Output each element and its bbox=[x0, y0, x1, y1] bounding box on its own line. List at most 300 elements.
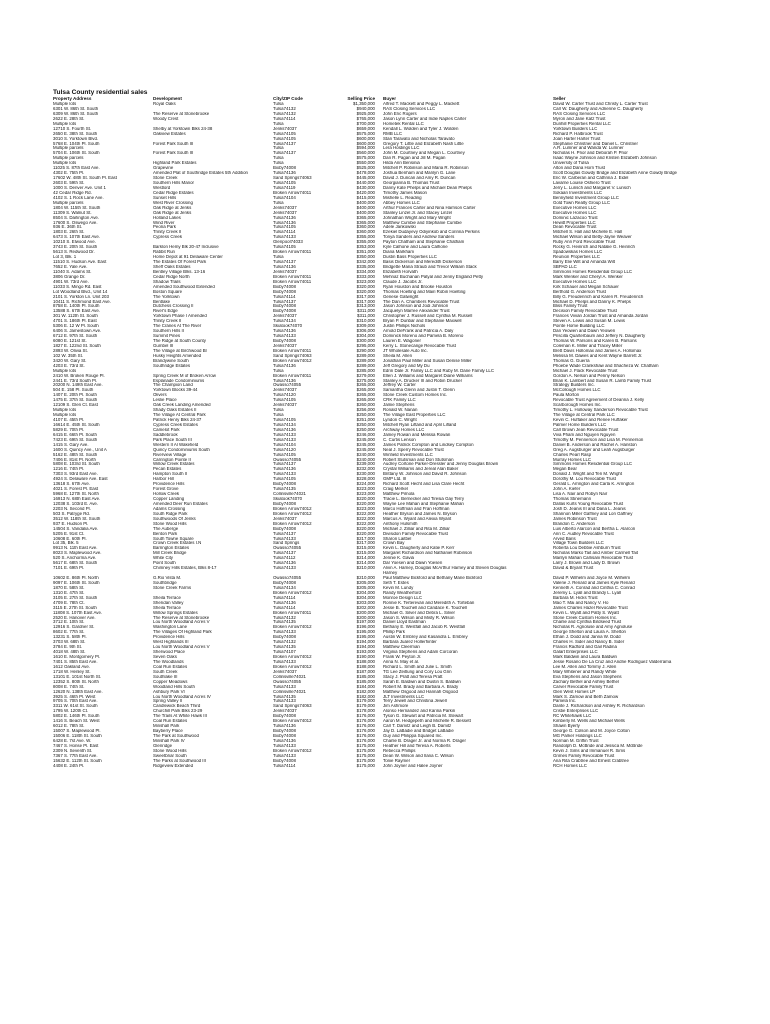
cell-development: The Parks at Southwood III bbox=[153, 758, 206, 763]
cell-seller: Timothy M. Pennerson and Lisa M. Pennerson bbox=[553, 437, 644, 442]
cell-buyer: Jason Lynn Carter and Indie Naples Carter bbox=[383, 116, 467, 121]
cell-selling-price: $304,000 bbox=[356, 334, 375, 339]
cell-property-address: 5162 E. 48th St. South bbox=[53, 452, 98, 457]
cell-selling-price: $350,000 bbox=[356, 255, 375, 260]
cell-property-address: 6428 E. 7st Ave. W. bbox=[53, 738, 92, 743]
cell-seller: Ruby Ann Ford Revocable Trust bbox=[553, 240, 616, 245]
cell-selling-price: $333,000 bbox=[356, 274, 375, 279]
cell-buyer: Daniel Lloyd Eastman bbox=[383, 620, 426, 625]
cell-development: Patrick Henry Blks 24-37 bbox=[153, 418, 202, 422]
cell-property-address: Multiple lots bbox=[53, 102, 77, 106]
cell-development: Seven Oaks bbox=[153, 655, 177, 659]
cell-property-address: Lot 3, Blk. 1 bbox=[53, 255, 77, 260]
cell-seller: Norman M. Griffin Trust bbox=[553, 738, 599, 743]
cell-city-zip: Tulsa74105 bbox=[273, 398, 296, 403]
cell-selling-price: $245,000 bbox=[356, 437, 375, 442]
cell-seller: Kevin J. Sims and Immanuel R. Sims bbox=[553, 748, 626, 753]
cell-seller: Richard P. Halbrook Trust bbox=[553, 131, 603, 136]
cell-selling-price: $182,000 bbox=[356, 694, 375, 699]
cell-buyer: Ellen J. Williams and Margaret Diane Williams bbox=[383, 373, 473, 378]
header-selling-price: Selling Price bbox=[347, 96, 375, 101]
cell-property-address: 1718 W. Henley St. bbox=[53, 669, 91, 674]
cell-property-address: Multiple parcels bbox=[53, 200, 84, 205]
cell-development: The Reserve at Stonebrooke bbox=[153, 615, 210, 620]
cell-selling-price: $415,000 bbox=[356, 195, 375, 200]
cell-property-address: 7367 S. 77th East Ave. bbox=[53, 753, 98, 758]
cell-buyer: Robert M. Brady and Barbara A. Brady bbox=[383, 684, 459, 689]
cell-property-address: 6473 S. 107th East Ave. bbox=[53, 235, 101, 240]
cell-city-zip: Skiatook74070 bbox=[273, 324, 303, 329]
cell-city-zip: Jenks74037 bbox=[273, 669, 297, 674]
cell-buyer: Abbey Homes LLC bbox=[383, 200, 420, 205]
cell-selling-price: $214,000 bbox=[356, 556, 375, 561]
cell-property-address: 12710 S. Fourth St. bbox=[53, 126, 92, 131]
cell-seller: MG Parker Holdings LLC bbox=[553, 734, 602, 738]
cell-buyer: Johnathan Wright and Mary Wright bbox=[383, 215, 451, 220]
cell-buyer: Jay D. LaBadie and Bridget LaBadie bbox=[383, 729, 454, 734]
cell-development: Grapevine bbox=[153, 166, 174, 171]
cell-city-zip: Tulsa74133 bbox=[273, 334, 296, 339]
cell-buyer: Dominick Moreno and Pamela B. Moreno bbox=[383, 334, 464, 339]
cell-seller: Zachary Bethel and Ashley Bethel bbox=[553, 679, 619, 684]
cell-development: Benton Park bbox=[153, 531, 178, 536]
cell-development: Southridge Estates bbox=[153, 363, 191, 368]
cell-seller: Isaac Wayne Johnson and Kristen Elizabeth Johnson bbox=[553, 156, 657, 161]
cell-seller: Simmons Homes Residential Group LLC bbox=[553, 269, 633, 274]
cell-buyer: Tyson G. Stewart and Patricia M. Stewart bbox=[383, 714, 464, 719]
cell-property-address: 1416 S. Beach St. West bbox=[53, 719, 100, 724]
cell-seller: Frances Vivian Jordan Trust and Amanda Jordan bbox=[553, 314, 649, 319]
cell-development: Cypress Creek Estates bbox=[153, 422, 198, 427]
cell-seller: James Charles Hazel Revocable Trust bbox=[553, 605, 628, 610]
cell-seller: Michael Wilson and Betty-Jayne Weaver bbox=[553, 235, 632, 240]
cell-development: Stone Wood Hills bbox=[153, 748, 187, 753]
cell-seller: Executive Homes LLC bbox=[553, 210, 597, 215]
cell-seller: Donald J. Wright and Teri M. Wright bbox=[553, 472, 623, 477]
cell-city-zip: Tulsa74136 bbox=[273, 329, 296, 334]
cell-buyer: Payton Chatham and Stephanie Chatham bbox=[383, 240, 465, 245]
cell-selling-price: $295,000 bbox=[356, 343, 375, 348]
cell-city-zip: Tulsa74105 bbox=[273, 418, 296, 422]
cell-property-address: 5617 E. 68th St. South bbox=[53, 561, 98, 566]
cell-buyer: John Joyner and Halee Joyner bbox=[383, 763, 443, 768]
cell-seller: Rocky G. Heinrich and Natalie G. Heinrich bbox=[553, 245, 635, 250]
cell-seller: Dan Yeowen and Dawn Yeowen bbox=[553, 329, 616, 334]
cell-buyer: Wayne Lee Mahan and Stephanie Mahan bbox=[383, 501, 464, 506]
cell-seller: Francis Radford and Gail Radina bbox=[553, 645, 617, 650]
cell-city-zip: Tulsa74137 bbox=[273, 151, 296, 156]
cell-city-zip: Tulsa74104 bbox=[273, 195, 296, 200]
cell-selling-price: $317,000 bbox=[356, 294, 375, 299]
cell-city-zip: Tulsa74120 bbox=[273, 393, 296, 398]
cell-seller: Decision Family Revocable Trust bbox=[553, 309, 617, 314]
cell-city-zip: Tulsa74119 bbox=[273, 185, 296, 190]
cell-development: Dutchess Crossing II bbox=[153, 304, 194, 309]
cell-seller: RC Whitehawk LLC bbox=[553, 714, 592, 719]
cell-seller: Revocable Trust Agreement of Deanna J. Kelly bbox=[553, 398, 645, 403]
cell-selling-price: $176,000 bbox=[356, 738, 375, 743]
cell-selling-price: $202,000 bbox=[356, 605, 375, 610]
cell-city-zip: Tulsa74133 bbox=[273, 437, 296, 442]
cell-property-address: 4018 W. 48th St. bbox=[53, 650, 86, 655]
cell-property-address: 42 Cedar Ridge Rd. bbox=[53, 190, 92, 195]
cell-development: Cedar Ridge North bbox=[153, 274, 190, 279]
cell-seller: Timothy L. Holloway Sanderson Revocable Trust bbox=[553, 408, 648, 413]
cell-selling-price: $279,000 bbox=[356, 373, 375, 378]
cell-development: The Villages Of Highland Park bbox=[153, 630, 212, 635]
cell-city-zip: Tulsa bbox=[273, 408, 284, 413]
cell-development: Husky Heights Amended bbox=[153, 353, 202, 358]
cell-property-address: 3703 W. 68th St. bbox=[53, 640, 86, 645]
cell-selling-price: $195,000 bbox=[356, 635, 375, 640]
cell-development: Barrington Estates bbox=[153, 546, 190, 551]
cell-buyer: Sheila M. Allen bbox=[383, 353, 413, 358]
cell-property-address: 3743 E. 20th St. South bbox=[53, 245, 98, 250]
cell-buyer: Thomas Hoelting and Mairi Robin Hoelting bbox=[383, 289, 466, 294]
cell-selling-price: $309,000 bbox=[356, 324, 375, 329]
cell-development: Park Place South III bbox=[153, 437, 192, 442]
cell-selling-price: $400,000 bbox=[356, 200, 375, 205]
cell-city-zip: Tulsa bbox=[273, 121, 284, 126]
cell-city-zip: Bixby74008 bbox=[273, 284, 296, 289]
cell-buyer: Randy Weatherford bbox=[383, 590, 421, 595]
cell-buyer: Kyle Calhone and Laura Calhone bbox=[383, 245, 448, 250]
cell-seller: Palmer Home Builders LLC bbox=[553, 422, 607, 427]
cell-selling-price: $240,000 bbox=[356, 452, 375, 457]
cell-city-zip: Tulsa74137 bbox=[273, 141, 296, 146]
cell-selling-price: $550,000 bbox=[356, 161, 375, 166]
cell-property-address: 1407 E. 20th Pl. South bbox=[53, 393, 97, 398]
cell-city-zip: Tulsa bbox=[273, 413, 284, 418]
cell-city-zip: Tulsa74137 bbox=[273, 551, 296, 556]
cell-buyer: Matthew Cleerman bbox=[383, 645, 420, 650]
cell-buyer: Dar Yoesen and Dawn Yoesen bbox=[383, 561, 443, 566]
cell-property-address: Lot 35, Blk. 5 bbox=[53, 541, 79, 546]
cell-property-address: 5613 S. Redwood Dr. bbox=[53, 250, 95, 255]
cell-city-zip: Tulsa74134 bbox=[273, 422, 296, 427]
cell-city-zip: Bixby74008 bbox=[273, 501, 296, 506]
cell-city-zip: Bixby74008 bbox=[273, 304, 296, 309]
cell-selling-price: $224,000 bbox=[356, 482, 375, 487]
cell-seller: Barry Elie Wilt and Amanda Wilt bbox=[553, 260, 615, 264]
cell-city-zip: Tulsa74136 bbox=[273, 264, 296, 269]
cell-buyer: Seth T. Estes bbox=[383, 580, 409, 585]
cell-property-address: 5808 E. 103rd St. South bbox=[53, 462, 100, 467]
cell-property-address: 936 E. 36th St. bbox=[53, 225, 83, 230]
cell-seller: Charles Pearl Rasp bbox=[553, 452, 592, 457]
cell-seller: Priscilla Quarterbaum and Jeffery N. Daugherty bbox=[553, 334, 646, 339]
cell-city-zip: Sand Springs74063 bbox=[273, 176, 312, 181]
cell-seller: Kevin L. Wyatt and Patty S. Wyatt bbox=[553, 610, 619, 615]
cell-selling-price: $250,000 bbox=[356, 422, 375, 427]
cell-development: Bentlake bbox=[153, 299, 171, 304]
cell-development: Coal Run Estates bbox=[153, 719, 188, 724]
cell-seller: Ana Rita Crabtree and Ernest Crabtree bbox=[553, 758, 629, 763]
cell-property-address: 7467 S. Honse Pl. East bbox=[53, 743, 99, 748]
cell-development: Home Depot at 91 Delaware Center bbox=[153, 255, 223, 260]
cell-selling-price: $203,000 bbox=[356, 600, 375, 605]
cell-city-zip: Tulsa74107 bbox=[273, 650, 296, 655]
cell-development: West River Crossing bbox=[153, 200, 193, 205]
cell-selling-price: $478,000 bbox=[356, 171, 375, 176]
cell-seller: Grimes Family Revocable Trust bbox=[553, 753, 615, 758]
cell-city-zip: Jenks74037 bbox=[273, 403, 297, 408]
cell-development: Providence Hills bbox=[153, 482, 185, 487]
cell-seller: Dallas Kurts Young Revocable Trust bbox=[553, 501, 624, 506]
cell-development: River's Edge bbox=[153, 309, 178, 314]
cell-buyer: Frank W. Peyton Jr. bbox=[383, 655, 422, 659]
cell-property-address: 3512 W. 118th St. South bbox=[53, 516, 101, 521]
cell-development: The Auberge bbox=[153, 526, 179, 531]
cell-city-zip: Owasso74055 bbox=[273, 457, 302, 462]
cell-development: Copper Landing bbox=[153, 497, 185, 501]
table-row bbox=[53, 764, 721, 769]
cell-property-address: 10411 S. Richmond East Ave. bbox=[53, 299, 111, 304]
cell-buyer: GMP Ltd. III bbox=[383, 477, 407, 482]
cell-city-zip: Tulsa74132 bbox=[273, 111, 296, 116]
cell-seller: Luis Alberto Alarcon and Bertha L. Alarcon bbox=[553, 526, 636, 531]
cell-buyer: Margaret Richardson and Nathaniel Robinson bbox=[383, 551, 473, 556]
cell-selling-price: $179,000 bbox=[356, 699, 375, 704]
cell-property-address: 4924 S. Delaware Ave. East bbox=[53, 477, 108, 482]
cell-buyer: JT Wholesale Auto Inc. bbox=[383, 348, 428, 353]
cell-city-zip: Tulsa74105 bbox=[273, 245, 296, 250]
cell-selling-price: $182,000 bbox=[356, 689, 375, 694]
cell-selling-price: $342,000 bbox=[356, 260, 375, 264]
cell-selling-price: $176,000 bbox=[356, 734, 375, 738]
cell-development: Highland Park Estates bbox=[153, 161, 197, 166]
cell-development: Sheff Oaks Estates bbox=[153, 264, 191, 269]
cell-development: The Park at Southwood bbox=[153, 734, 199, 738]
cell-selling-price: $260,000 bbox=[356, 403, 375, 408]
cell-buyer: Phillip Park bbox=[383, 630, 405, 635]
cell-property-address: 12352 S. 80th St. North bbox=[53, 679, 99, 684]
cell-property-address: Multiple lots bbox=[53, 408, 77, 413]
cell-property-address: 3105 E. 27th St. South bbox=[53, 595, 98, 600]
cell-property-address: 1795 W. 120th Ct. bbox=[53, 709, 89, 714]
cell-city-zip: Tulsa74134 bbox=[273, 319, 296, 324]
cell-city-zip: Tulsa74136 bbox=[273, 467, 296, 472]
cell-selling-price: $594,000 bbox=[356, 146, 375, 151]
cell-seller: Kimberly M. Wells and Michael Wells bbox=[553, 719, 625, 724]
cell-seller: Dante J. Richardson and Ashley R. Richardson bbox=[553, 704, 645, 709]
cell-seller: Stone Creek Custom Homes Inc. bbox=[553, 615, 618, 620]
cell-property-address: 16913 N. 68th East Ave. bbox=[53, 497, 101, 501]
cell-development: Shady Oaks Estates II bbox=[153, 408, 197, 413]
cell-property-address: 2441 E. 73rd South Pl. bbox=[53, 378, 98, 383]
cell-buyer: Joshua Benham and Marilyn G. Lane bbox=[383, 171, 456, 176]
cell-city-zip: Tulsa74135 bbox=[273, 620, 296, 625]
cell-property-address: 1310 E. 47th St. bbox=[53, 590, 85, 595]
cell-selling-price: $176,000 bbox=[356, 714, 375, 719]
cell-property-address: 1612 Oakland Ave. bbox=[53, 664, 91, 669]
cell-city-zip: Tulsa74136 bbox=[273, 363, 296, 368]
cell-buyer: Genese Gatwright bbox=[383, 294, 419, 299]
cell-buyer: Charlie B. Drager Jr. and Norma R. Drager bbox=[383, 738, 466, 743]
cell-city-zip: Collinsville74021 bbox=[273, 689, 306, 694]
cell-property-address: 503 S. Patryge Rd. bbox=[53, 511, 91, 516]
cell-property-address: 4901 W. 73rd Ave. bbox=[53, 279, 89, 284]
cell-city-zip: Broken Arrow74012 bbox=[273, 664, 312, 669]
cell-development: Barklon Hemy Blk 20-47 Inclusive bbox=[153, 245, 219, 250]
cell-buyer: Michael J. Zilliar and Rita M. Zilliar bbox=[383, 526, 450, 531]
cell-development: Oak Ridge at Jenks bbox=[153, 210, 192, 215]
cell-property-address: 2203 N. Second Pl. bbox=[53, 506, 91, 511]
cell-city-zip: Broken Arrow74012 bbox=[273, 655, 312, 659]
cell-selling-price: $300,000 bbox=[356, 339, 375, 343]
cell-seller: Dominic Lazacoo Trust bbox=[553, 215, 598, 220]
cell-selling-price: $430,000 bbox=[356, 185, 375, 190]
cell-city-zip: Bixby74008 bbox=[273, 526, 296, 531]
cell-buyer: CRK Family LLC bbox=[383, 398, 416, 403]
cell-city-zip: Jenks74037 bbox=[273, 343, 297, 348]
cell-development: The Reserve at Stonebrooke bbox=[153, 111, 210, 116]
cell-city-zip: Tulsa74133 bbox=[273, 753, 296, 758]
cell-property-address: Multiple lots bbox=[53, 161, 77, 166]
cell-development: Sheila Terrace bbox=[153, 605, 181, 610]
cell-selling-price: $184,000 bbox=[356, 684, 375, 689]
cell-selling-price: $353,000 bbox=[356, 245, 375, 250]
cell-city-zip: Jenks74037 bbox=[273, 269, 297, 274]
cell-seller: Nicholas R. Agnoluse and Amy Agnoluse bbox=[553, 625, 633, 630]
cell-seller: Village Town Builders LLC bbox=[553, 541, 604, 546]
cell-seller: Thomas G. Guerra bbox=[553, 358, 590, 363]
cell-property-address: 2309 N. Seventh St. bbox=[53, 748, 93, 753]
cell-buyer: Heather Hill and Teresa A. Roberts bbox=[383, 743, 451, 748]
cell-selling-price: $400,000 bbox=[356, 205, 375, 210]
cell-buyer: Audrey Cortone Parker-Dressler and Jenny Douglas Brown bbox=[383, 462, 499, 467]
cell-development: The Estates Of Forest Park bbox=[153, 260, 207, 264]
cell-city-zip: Sand Springs74063 bbox=[273, 353, 312, 358]
cell-city-zip: Broken Arrow74011 bbox=[273, 348, 312, 353]
cell-selling-price: $289,000 bbox=[356, 358, 375, 363]
cell-seller: Charlie and Cynthia Birdseed Trust bbox=[553, 620, 622, 625]
cell-selling-price: $205,000 bbox=[356, 585, 375, 590]
cell-selling-price: $317,000 bbox=[356, 299, 375, 304]
cell-seller: Larry J. Brown and Lady D. Brown bbox=[553, 561, 620, 566]
cell-city-zip: Tulsa bbox=[273, 102, 284, 106]
cell-selling-price: $220,000 bbox=[356, 501, 375, 506]
cell-property-address: 520 S. Anchorma Ave. bbox=[53, 556, 97, 561]
cell-development: Boston Square bbox=[153, 289, 183, 294]
cell-selling-price: $360,000 bbox=[356, 225, 375, 230]
cell-selling-price: $334,000 bbox=[356, 269, 375, 274]
cell-selling-price: $313,000 bbox=[356, 304, 375, 309]
cell-development: Oak Ridge at Jenks bbox=[153, 205, 192, 210]
cell-property-address: 3806 Grange Dr. bbox=[53, 274, 86, 279]
cell-selling-price: $230,000 bbox=[356, 472, 375, 477]
cell-development: Minshall Park bbox=[153, 724, 180, 729]
cell-property-address: 6309 W. 86th St. South bbox=[53, 111, 99, 116]
cell-selling-price: $289,000 bbox=[356, 353, 375, 358]
cell-seller: Berthold G. Anderson Trust bbox=[553, 289, 606, 294]
cell-property-address: 7423 E. 69th St. South bbox=[53, 437, 98, 442]
cell-selling-price: $600,000 bbox=[356, 136, 375, 141]
cell-buyer: Jesse B. Touchell and Candace K. Touchell bbox=[383, 605, 468, 610]
cell-selling-price: $197,000 bbox=[356, 620, 375, 625]
cell-selling-price: $940,000 bbox=[356, 106, 375, 111]
cell-buyer: Alfred T. Mackett and Peggy L. Mackett bbox=[383, 102, 460, 106]
cell-seller: Thomas Stinemann bbox=[553, 497, 592, 501]
cell-selling-price: $351,000 bbox=[356, 250, 375, 255]
cell-development: Sheila Terrace bbox=[153, 595, 181, 600]
cell-selling-price: $250,000 bbox=[356, 427, 375, 432]
cell-city-zip: Tulsa74137 bbox=[273, 531, 296, 536]
cell-city-zip: Tulsa74133 bbox=[273, 659, 296, 664]
cell-buyer: Kerry L. Stonecange Revocable Trust bbox=[383, 343, 456, 348]
cell-seller: Galart Enterprises LLC bbox=[553, 650, 598, 655]
cell-buyer: Jim Ashmore bbox=[383, 704, 409, 709]
cell-seller: Simmons Homes Residential Group LLC bbox=[553, 462, 633, 467]
cell-buyer: RMB LLC bbox=[383, 131, 403, 136]
cell-seller: Scarborough Homes Inc. bbox=[553, 403, 602, 408]
cell-selling-price: $445,000 bbox=[356, 176, 375, 181]
cell-development: Rabbit Run bbox=[153, 250, 175, 255]
cell-city-zip: Owasso74055 bbox=[273, 576, 302, 580]
cell-buyer: Robert Stutsman and Dori Stutsman bbox=[383, 457, 454, 462]
cell-development: Sherwood Place bbox=[153, 650, 185, 655]
cell-development: Stone Creek Farms bbox=[153, 585, 192, 590]
cell-selling-price: $265,000 bbox=[356, 383, 375, 388]
cell-property-address: 1870 E. 58th St. bbox=[53, 585, 85, 590]
cell-city-zip: Tulsa74133 bbox=[273, 699, 296, 704]
cell-property-address: 7303 S. 93rd East Ave. bbox=[53, 472, 98, 477]
cell-seller: Eric W. Carberan and Cathrina J. Eidel bbox=[553, 176, 629, 181]
cell-city-zip: Tulsa74105 bbox=[273, 181, 296, 185]
cell-city-zip: Broken Arrow74012 bbox=[273, 748, 312, 753]
cell-selling-price: $251,000 bbox=[356, 418, 375, 422]
cell-buyer: Anna N. May et al. bbox=[383, 659, 420, 664]
cell-buyer: Sharon Laitbel bbox=[383, 536, 412, 541]
cell-buyer: Barbara Juarez Hollerhinter bbox=[383, 640, 437, 645]
cell-buyer: Hilda Ann Bensinia bbox=[383, 161, 420, 166]
cell-seller: Carver Revocable Family Trust bbox=[553, 684, 614, 689]
cell-city-zip: Tulsa bbox=[273, 156, 284, 161]
cell-selling-price: $420,000 bbox=[356, 190, 375, 195]
cell-buyer: Danny Kate Phelps and Michael Dean Phelps bbox=[383, 185, 472, 190]
cell-seller: SBPAD LLC bbox=[553, 264, 577, 269]
cell-buyer: Mehnaz Buchanan Patyal and Jenny England Petty bbox=[383, 274, 484, 279]
cell-seller: Strategy Builders Inc. bbox=[553, 383, 595, 388]
cell-property-address: 2603 E. 59th St. bbox=[53, 181, 85, 185]
cell-city-zip: Tulsa74120 bbox=[273, 447, 296, 452]
cell-buyer: Jeff Gregory and My Du bbox=[383, 363, 430, 368]
cell-property-address: 937 E. Hudson Pl. bbox=[53, 521, 89, 526]
cell-buyer: Jason Johnson and Jodi Johnson bbox=[383, 304, 449, 309]
cell-buyer: Kevin L. Daugherty and Katie P. Kerr bbox=[383, 546, 455, 551]
cell-buyer: Matthew Cumbie and Stephanie Cumbie bbox=[383, 220, 462, 225]
cell-seller: Carl Brown Jean Revocable Trust bbox=[553, 427, 619, 432]
cell-property-address: 12109 S. Glen Ct. East bbox=[53, 403, 98, 408]
cell-property-address: 8504 S. Darlington Ave. bbox=[53, 215, 100, 220]
sales-document bbox=[53, 89, 721, 769]
cell-city-zip: Broken Arrow74012 bbox=[273, 511, 312, 516]
cell-city-zip: Tulsa74137 bbox=[273, 299, 296, 304]
cell-property-address: 504 E. 158 Pl. South bbox=[53, 388, 94, 393]
cell-buyer: Dan R. Pagan and Jill M. Pagan bbox=[383, 156, 446, 161]
cell-city-zip: Tulsa bbox=[273, 255, 284, 260]
cell-city-zip: Jenks74037 bbox=[273, 126, 297, 131]
cell-buyer: RAS Closing Services LLC bbox=[383, 106, 436, 111]
cell-buyer: Jonathan Paul Miller and Susan Denise Miller bbox=[383, 358, 472, 363]
cell-buyer: Diana Markham bbox=[383, 250, 414, 255]
cell-city-zip: Bixby74008 bbox=[273, 714, 296, 719]
cell-seller: Pointe Home Building LLC bbox=[553, 324, 605, 329]
cell-buyer: James Patrick Compton and Lindsey Compton bbox=[383, 442, 474, 447]
cell-property-address: 10608 E. 60th Pl. bbox=[53, 536, 87, 541]
cell-development: Camelot Park bbox=[153, 427, 180, 432]
cell-development: Westlord bbox=[153, 185, 171, 190]
